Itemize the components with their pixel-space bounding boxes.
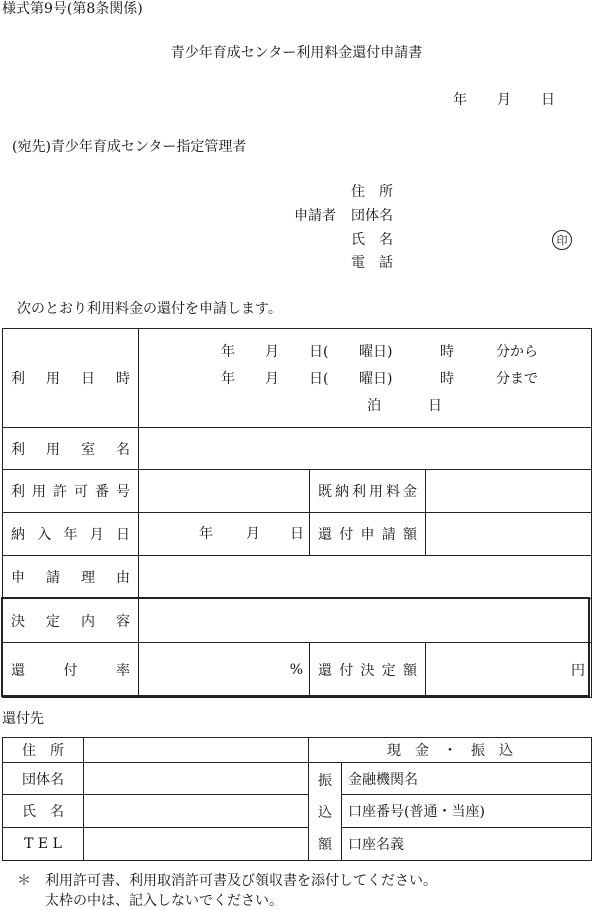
refund-amount-label: 還 付 決 定 額 xyxy=(318,663,417,679)
refund-request-label: 還 付 申 請 額 xyxy=(318,527,417,543)
stay-days: 日 xyxy=(428,398,442,414)
bank-name-label: 金融機関名 xyxy=(348,771,418,788)
reason-field[interactable] xyxy=(139,556,592,599)
form-number: 様式第9号(第8条関係) xyxy=(2,1,143,17)
note-line-1: 利用許可書、利用取消許可書及び領収書を添付してください。 xyxy=(45,873,437,889)
payment-day-unit: 日 xyxy=(290,526,304,542)
from-hour: 時 xyxy=(440,344,454,360)
usage-datetime-label: 利 用 日 時 xyxy=(11,371,130,387)
from-day: 日( xyxy=(309,344,329,360)
payment-date-field[interactable] xyxy=(139,513,310,556)
percent-unit: % xyxy=(289,662,303,678)
usage-datetime-row xyxy=(3,329,592,428)
yen-unit: 円 xyxy=(571,663,586,679)
refund-dest-heading: 還付先 xyxy=(2,711,44,727)
refund-rate-field xyxy=(139,643,310,698)
applicant-group-label: 団体名 xyxy=(351,208,393,224)
refund-request-field[interactable] xyxy=(426,513,592,556)
dest-name-label: 氏 名 xyxy=(3,795,84,828)
applicant-label: 申請者 xyxy=(294,208,336,224)
reason-row xyxy=(3,556,592,599)
applicant-name-label: 氏 名 xyxy=(351,232,393,248)
dest-name-field[interactable] xyxy=(84,795,309,828)
account-holder-label: 口座名義 xyxy=(348,837,404,853)
refund-rate-label: 還 付 率 xyxy=(11,663,130,679)
applicant-address-label: 住 所 xyxy=(351,184,393,200)
to-day: 日( xyxy=(309,371,329,387)
account-number-field[interactable] xyxy=(342,795,592,828)
refund-rate-row xyxy=(3,643,592,698)
payment-row xyxy=(3,513,592,556)
from-month: 月 xyxy=(265,344,279,360)
room-name-row xyxy=(3,428,592,470)
stay-nights: 泊 xyxy=(367,398,381,414)
permit-number-label: 利 用 許 可 番 号 xyxy=(11,484,130,500)
note-asterisk: ＊ xyxy=(17,873,31,889)
transfer-char-3: 額 xyxy=(318,836,332,853)
dest-address-label: 住 所 xyxy=(3,738,84,763)
room-name-field[interactable] xyxy=(139,428,592,470)
to-hour: 時 xyxy=(440,371,454,387)
note-line-2: 太枠の中は、記入しないでください。 xyxy=(45,893,283,909)
date-day-label: 日 xyxy=(541,92,555,108)
dest-tel-field[interactable] xyxy=(84,828,309,861)
applicant-phone-label: 電 話 xyxy=(351,255,393,271)
dest-address-field[interactable] xyxy=(84,738,309,763)
decision-label: 決 定 内 容 xyxy=(11,613,130,630)
payment-method-label[interactable]: 現 金 ・ 振 込 xyxy=(309,738,592,763)
from-year: 年 xyxy=(221,344,235,360)
to-weekday: 曜日) xyxy=(359,371,393,387)
payment-date-label: 納 入 年 月 日 xyxy=(11,527,130,543)
dest-group-field[interactable] xyxy=(84,763,309,795)
decision-field xyxy=(139,599,592,643)
bank-name-field[interactable] xyxy=(342,763,592,795)
account-number-label: 口座番号(普通・当座) xyxy=(348,804,485,820)
refund-destination-table xyxy=(2,737,592,861)
refund-application-table xyxy=(2,328,592,698)
to-month: 月 xyxy=(265,371,279,387)
reason-label: 申 請 理 由 xyxy=(11,570,130,586)
room-name-label: 利 用 室 名 xyxy=(11,441,130,458)
to-minute: 分まで xyxy=(496,371,538,387)
payment-year-unit: 年 xyxy=(199,526,213,542)
page-title: 青少年育成センター利用料金還付申請書 xyxy=(170,45,423,61)
transfer-char-2: 込 xyxy=(318,804,332,821)
date-month-label: 月 xyxy=(497,92,511,108)
refund-amount-field xyxy=(426,643,592,698)
permit-number-field[interactable] xyxy=(139,470,310,513)
usage-datetime-field[interactable] xyxy=(139,329,592,428)
date-year-label: 年 xyxy=(453,92,467,108)
dest-group-label: 団体名 xyxy=(3,763,84,795)
decision-row xyxy=(3,599,592,643)
paid-fee-field[interactable] xyxy=(426,470,592,513)
addressee: (宛先)青少年育成センター指定管理者 xyxy=(12,139,247,155)
paid-fee-label: 既 納 利 用 料 金 xyxy=(318,484,417,500)
from-minute: 分から xyxy=(496,344,538,360)
payment-month-unit: 月 xyxy=(246,526,260,542)
transfer-label xyxy=(309,763,342,861)
dest-tel-label: T E L xyxy=(3,828,84,861)
intro-text: 次のとおり利用料金の還付を申請します。 xyxy=(17,301,282,317)
to-year: 年 xyxy=(221,371,235,387)
seal-mark-icon: 印 xyxy=(552,230,572,250)
from-weekday: 曜日) xyxy=(359,344,393,360)
permit-row xyxy=(3,470,592,513)
transfer-char-1: 振 xyxy=(318,772,332,789)
account-holder-field[interactable] xyxy=(342,828,592,861)
